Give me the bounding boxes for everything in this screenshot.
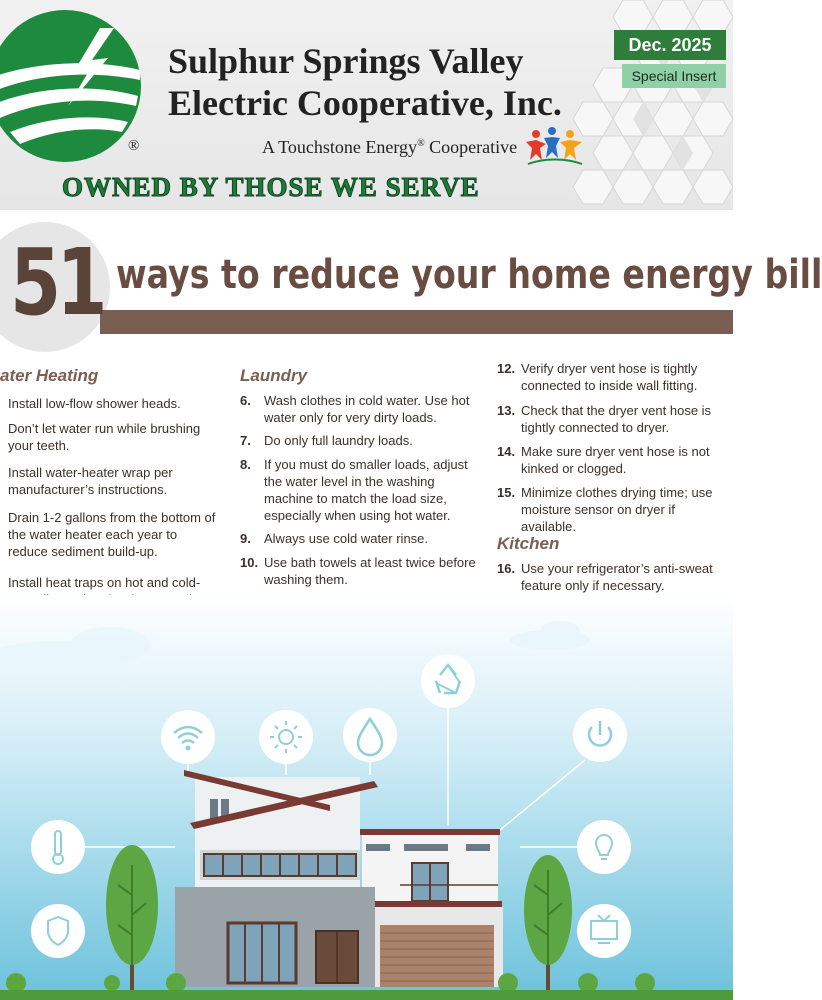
list-item [240, 392, 480, 426]
tip-text: Don’t let water run while brushing your teeth. [8, 421, 201, 453]
page-title: ways to reduce your home energy bill [116, 252, 822, 298]
tip-text: Drain 1-2 gallons from the bottom of the water heater each year to reduce sediment build-up. [8, 510, 216, 559]
tip-number: 14. [497, 444, 516, 459]
tip-text: Minimize clothes drying time; use moisture sensor on dryer if available. [521, 485, 713, 534]
shield-icon [31, 904, 85, 958]
list-item [497, 484, 733, 535]
tip-text: If you must do smaller loads, adjust the water level in the washing machine to match the load size, especially when using hot water. [264, 457, 468, 523]
tip-number: 7. [240, 433, 251, 448]
tip-number: 13. [497, 403, 516, 418]
smart-home-illustration [0, 595, 733, 1000]
cooperative-name [168, 40, 562, 124]
touchstone-text-end: Cooperative [424, 137, 518, 157]
title-number: 51 [10, 229, 103, 336]
tip-text: Make sure dryer vent hose is not kinked or clogged. [521, 444, 710, 476]
tip-text: Install low-flow shower heads. [8, 396, 181, 411]
cooperative-name-line1: Sulphur Springs Valley [168, 41, 524, 81]
power-icon [573, 708, 627, 762]
touchstone-sup: ® [417, 138, 425, 149]
water-drop-icon [343, 708, 397, 762]
tip-text: Install heat traps on hot and cold- [8, 575, 201, 590]
tip-text: Use bath towels at least twice before washing them. [264, 555, 476, 587]
tip-number: 9. [240, 531, 251, 546]
tip-text: Verify dryer vent hose is tightly connected to inside wall fitting. [521, 361, 698, 393]
tip-number: 15. [497, 485, 516, 500]
slogan: OWNED BY THOSE WE SERVE [62, 172, 480, 202]
tip-text: Use your refrigerator’s anti-sweat feature only if necessary. [521, 561, 713, 593]
water-heating-heading: ater Heating [0, 366, 99, 385]
tip-number: 10. [240, 555, 259, 570]
list-item [240, 530, 480, 547]
cooperative-name-line2: Electric Cooperative, Inc. [168, 83, 562, 123]
tv-icon [577, 904, 631, 958]
list-item [497, 443, 733, 477]
list-item [497, 402, 733, 436]
special-insert-badge: Special Insert [622, 64, 726, 88]
tip-text: Check that the dryer vent hose is tightly connected to dryer. [521, 403, 712, 435]
sun-icon [259, 710, 313, 764]
registered-mark: ® [128, 138, 140, 154]
tip-number: 16. [497, 561, 516, 576]
tip-number: 6. [240, 393, 251, 408]
list-item [8, 464, 208, 498]
kitchen-heading: Kitchen [497, 534, 560, 553]
touchstone-tagline [262, 137, 517, 158]
lightbulb-icon [577, 820, 631, 874]
list-item [240, 456, 480, 524]
tip-number: 12. [497, 361, 516, 376]
touchstone-text: A Touchstone Energy [262, 137, 418, 157]
thermometer-icon [31, 820, 85, 874]
masthead [0, 0, 733, 210]
laundry-heading: Laundry [240, 366, 308, 385]
list-item [8, 509, 220, 560]
list-item [240, 432, 480, 449]
tip-text: Always use cold water rinse. [264, 531, 429, 546]
list-item [497, 360, 733, 394]
list-item [497, 560, 733, 594]
tip-text: Do only full laundry loads. [264, 433, 413, 448]
tip-text: Install water-heater wrap per manufacturer’s instructions. [8, 465, 173, 497]
issue-date-badge: Dec. 2025 [614, 30, 726, 60]
tip-number: 8. [240, 457, 251, 472]
recycle-icon [421, 654, 475, 708]
tip-text: Wash clothes in cold water. Use hot water only for very dirty loads. [264, 393, 470, 425]
list-item [8, 395, 208, 412]
wifi-icon [161, 710, 215, 764]
title-underline-bar [100, 310, 733, 334]
touchstone-people-icon [524, 126, 586, 166]
list-item [240, 554, 480, 588]
list-item [8, 420, 208, 454]
